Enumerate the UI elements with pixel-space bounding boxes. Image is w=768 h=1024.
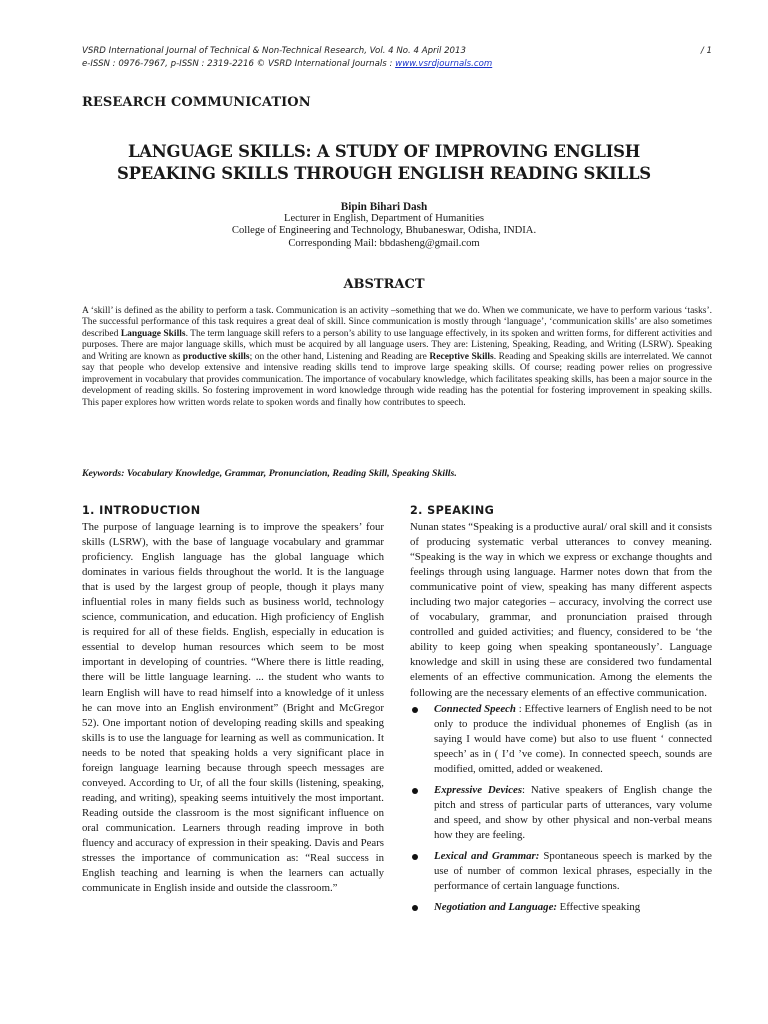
abstract-part-3: ; on the other hand, Listening and Reading are [249, 351, 430, 362]
abstract-text [82, 306, 712, 409]
bullet-icon [412, 707, 418, 713]
title-line-1: LANGUAGE SKILLS: A STUDY OF IMPROVING ENGLISH [127, 142, 641, 161]
speaking-heading: 2. SPEAKING [410, 504, 495, 517]
bullet-term: Negotiation and Language: [434, 901, 557, 914]
abstract-part-4: . Reading and Speaking skills are interrelated. We cannot say that people who develop extensive and intensive reading skills tend to improve large speaking skills. Of course; reading power relies on progressive improvement in vocabulary that provides communication. The importance of vocabulary knowledge, which facilitates speaking skills, has been a major source in the development of reading skills. So fostering improvement in word knowledge through wide reading has the potential for fostering improvement in speaking skills. This paper explores how written words relate to spoken words and finally how contributes to speech. [82, 351, 713, 408]
abstract-bold-3: Receptive Skills [429, 351, 494, 362]
bullet-icon [412, 905, 418, 911]
introduction-heading: 1. INTRODUCTION [82, 504, 201, 517]
paper-title [82, 141, 686, 185]
author-name: Bipin Bihari Dash [340, 201, 428, 213]
author-position: Lecturer in English, Department of Humanities [283, 213, 485, 225]
bullet-icon [412, 854, 418, 860]
abstract-part-2: . The term language skill refers to a person’s ability to use language effectively, in its spoken and written forms, for different activities and purposes. There are major language skills, which must be acquired by all language users. They are: Listening, Speaking, Reading, and Writing (LSRW). Speaking and Writing are known as [82, 328, 712, 362]
speaking-elements-list [410, 702, 712, 916]
abstract-heading: ABSTRACT [343, 277, 425, 292]
list-item [410, 702, 712, 777]
speaking-text: Nunan states “Speaking is a productive aural/ oral skill and it consists of producing systematic verbal utterances to convey meaning. “Speaking is the way in which we express or exchange thoughts and feelings through using language. Harmer notes down that from the communicative point of view, speaking has many different aspects including two major categories – accuracy, involving the correct use of vocabulary, grammar, and pronunciation praised through controlled and guided activities; and fluency, considered to be ‘the ability to keep going when speaking spontaneously’. Language knowledge and skill in using these are considered two fundamental elements of an effective communication. Among the elements the following are the necessary elements of an effective communication. [410, 521, 712, 699]
title-line-2: SPEAKING SKILLS THROUGH ENGLISH READING SKILLS [117, 164, 651, 183]
journal-header [82, 45, 712, 71]
abstract-bold-1: Language Skills [120, 328, 186, 339]
introduction-column [82, 504, 384, 896]
bullet-text: Spontaneous speech is marked by the use of number of common lexical phrases, especially in the performance of certain language functions. [434, 849, 712, 893]
bullet-term: Connected Speech [434, 702, 516, 715]
abstract-bold-2: productive skills [182, 351, 250, 362]
list-item [410, 783, 712, 843]
bullet-term: Lexical and Grammar: [434, 849, 540, 862]
journal-link[interactable]: www.vsrdjournals.com [395, 59, 493, 69]
author-block [82, 201, 686, 250]
bullet-text: : Native speakers of English change the pitch and stress of particular parts of utterances, vary volume and speed, and show by other physical and non-verbal means how they are feeling. [434, 783, 712, 841]
abstract-part-1: A ‘skill’ is defined as the ability to perform a task. Communication is an activity –something that we do. When we communicate, we have to perform various ‘tasks’. The successful performance of this task requires a great deal of skill. Since communication is mostly through ‘language’, ‘communication skills’ are also sometimes described [82, 306, 712, 339]
section-label: RESEARCH COMMUNICATION [82, 95, 311, 110]
author-mail: Corresponding Mail: bbdasheng@gmail.com [288, 237, 480, 249]
keywords: Keywords: Vocabulary Knowledge, Grammar, Pronunciation, Reading Skill, Speaking Skills. [82, 468, 457, 479]
speaking-column [410, 504, 712, 921]
introduction-text: The purpose of language learning is to improve the speakers’ four skills (LSRW), with the base of language vocabulary and grammar proficiency. English language has the global language which dominates in various fields throughout the world. It is the language that is used by the largest group of people, though it plays many influential roles in many fields such as business world, technology science, communication, and education. High proficiency of English is required for all of these fields. English, especially in education is essential to develop human resources which seem to be most important in developing of countries. “Where there is little reading, there will be little language learning. ... the student who wants to learn English will have to read himself into a knowledge of it unless he can move into an English environment” (Bright and McGregor 52). One important notion of developing reading skills and speaking skills is to use the language for learning as well as communication. It needs to be noted that speaking holds a very significant place in foreign language learning because through speech messages are conveyed. According to Ur, of all the four skills (listening, speaking, reading, and writing), speaking seems intuitively the most important. Reading outside the classroom is the most significant influence on oral communication. Learners through reading improve in both fluency and accuracy of expression in their speaking. Davis and Pears stresses the importance of communication as: “Real success in English teaching and learning is when the learners can actually communicate in English inside and outside the classroom.” [82, 521, 384, 895]
bullet-text: : Effective learners of English need to be not only to produce the individual phonemes of English (as in saying I would have come) but also to use fluent ‘ connected speech’ as in ( I’d ’ve come). In connected speech, sounds are modified, omitted, added or weakened. [434, 702, 713, 775]
issn-line: e-ISSN : 0976-7967, p-ISSN : 2319-2216 © VSRD International Journals : [82, 59, 396, 69]
journal-citation: VSRD International Journal of Technical & Non-Technical Research, Vol. 4 No. 4 April 2013 [82, 46, 466, 56]
list-item [410, 900, 712, 915]
bullet-term: Expressive Devices [434, 783, 523, 796]
page-reference: / 1 [700, 46, 712, 56]
author-institution: College of Engineering and Technology, Bhubaneswar, Odisha, INDIA. [231, 225, 537, 237]
list-item [410, 849, 712, 894]
bullet-text: Effective speaking [556, 901, 641, 914]
bullet-icon [412, 788, 418, 794]
